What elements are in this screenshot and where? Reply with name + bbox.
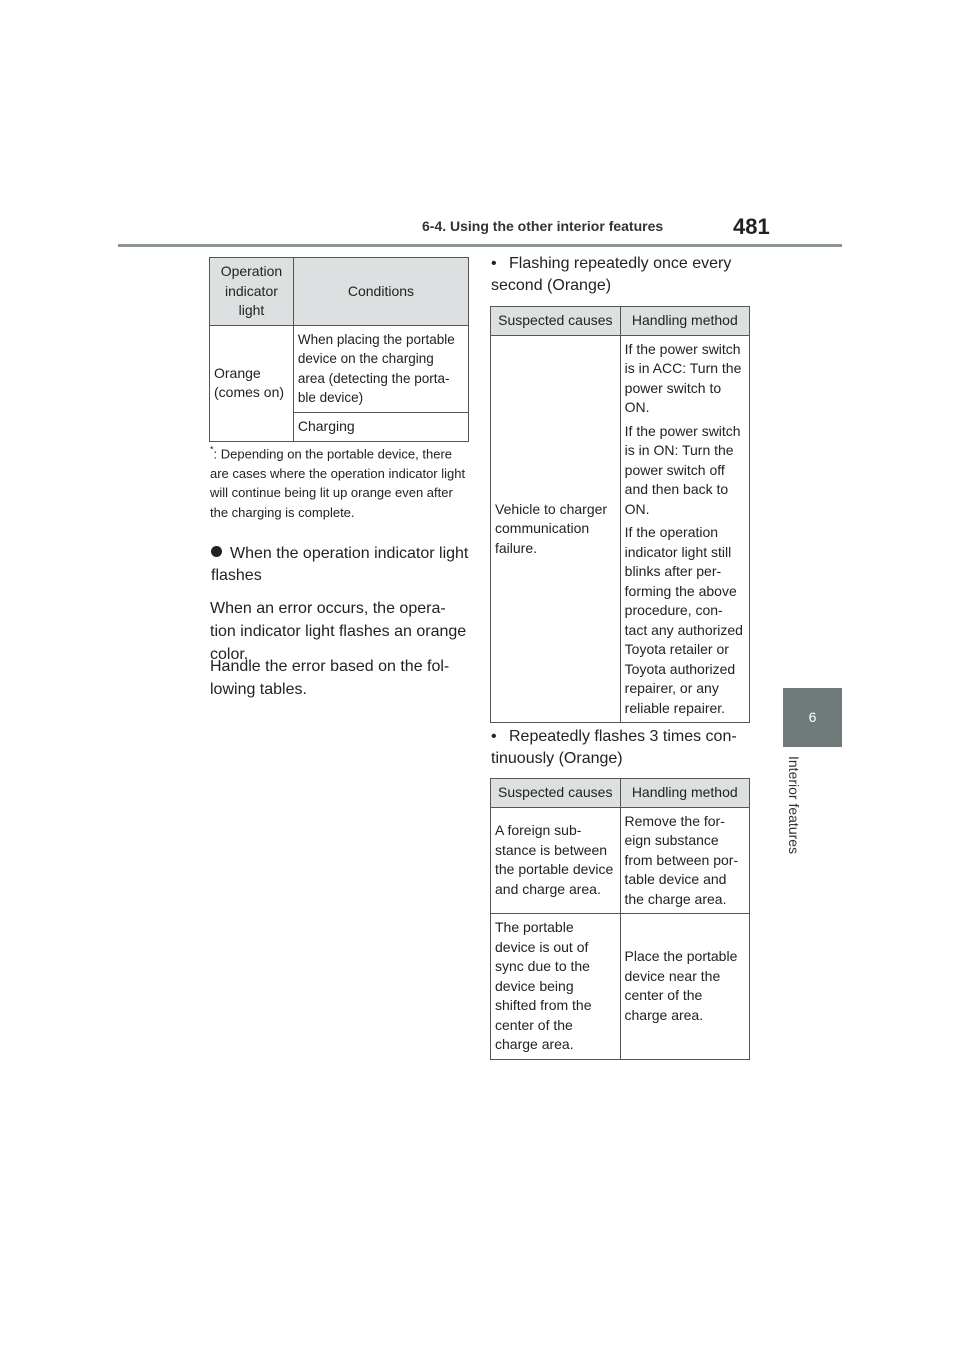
table-caption [491, 253, 751, 297]
table-caption [491, 726, 751, 770]
cause-cell: A foreign sub-stance is between the portable device and charge area. [491, 807, 621, 914]
chapter-tab: 6 [783, 688, 842, 747]
body-paragraph: Handle the error based on the fol-lowing tables. [210, 658, 450, 698]
bullet-icon: • [491, 728, 497, 745]
table-header: Handling method [620, 779, 750, 808]
table-header: Suspected causes [491, 307, 621, 336]
flashing-three-times-table [490, 778, 750, 1060]
table-header: Suspected causes [491, 779, 621, 808]
method-cell: Place the portable device near the center of the charge area. [620, 914, 750, 1060]
bullet-icon: • [491, 255, 497, 272]
body-paragraph: When an error occurs, the opera-tion indicator light flashes an orange color. [210, 600, 467, 663]
method-step: If the power switch is in ACC: Turn the power switch to ON. [624, 340, 742, 415]
chapter-label [786, 756, 804, 866]
page-number: 481 [733, 214, 770, 239]
footnote-text: : Depending on the portable device, there are cases where the operation indicator light will continue being lit up orange even after the charging is complete. [210, 446, 466, 520]
condition-cell: When placing the portable device on the charging area (detecting the porta-ble device) [293, 325, 468, 412]
section-title: 6-4. Using the other interior features [422, 218, 664, 234]
section-heading-text: When the operation indicator light flashes [211, 545, 469, 584]
section-heading [211, 543, 471, 587]
table-header: Handling method [620, 307, 749, 336]
method-step: If the power switch is in ON: Turn the power switch off and then back to ON. [624, 422, 741, 517]
chapter-label-text: Interior features [786, 756, 802, 855]
method-step: If the operation indicator light still blinks after per-forming the above procedure, con-tact any authorized Toyota retailer or Toyota authorized repairer, or any reliable repairer. [624, 524, 743, 716]
condition-cell: Charging [293, 412, 468, 441]
method-cell [620, 335, 749, 723]
flashing-once-table [490, 306, 750, 723]
bullet-icon [211, 546, 222, 557]
table-caption-text: Flashing repeatedly once every second (Orange) [491, 255, 732, 294]
cause-cell: The portable device is out of sync due to the device being shifted from the center of the charge area. [491, 914, 621, 1060]
indicator-state-cell: Orange (comes on) [210, 325, 294, 441]
footnote [210, 441, 470, 522]
method-cell: Remove the for-eign substance from between por-table device and the charge area. [620, 807, 750, 914]
indicator-conditions-table [209, 257, 469, 442]
footnote-marker: * [210, 445, 214, 455]
cause-cell: Vehicle to charger communication failure. [491, 335, 621, 723]
header-divider [118, 244, 842, 247]
table-header: Operation indicator light [210, 258, 294, 326]
table-header: Conditions [293, 258, 468, 326]
table-caption-text: Repeatedly flashes 3 times con-tinuously (Orange) [491, 728, 737, 767]
